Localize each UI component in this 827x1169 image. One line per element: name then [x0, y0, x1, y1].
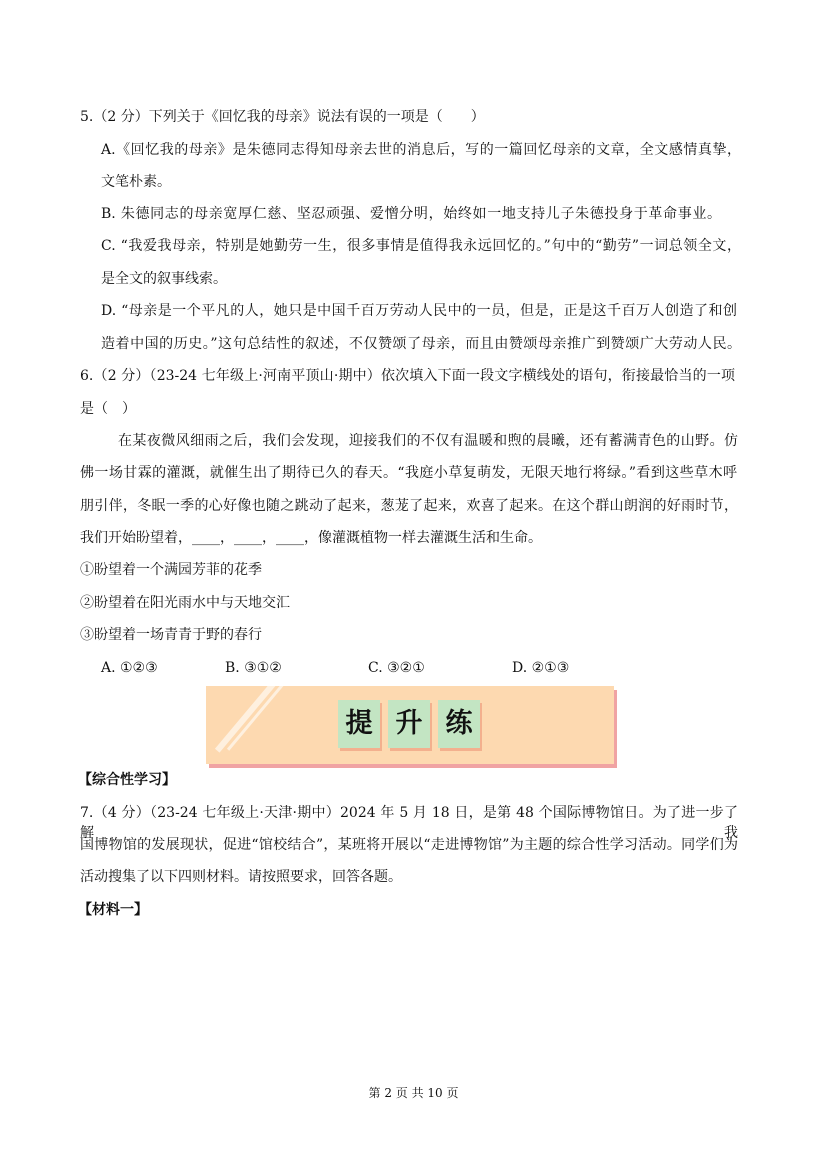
q6-sentence-3: ③盼望着一场青青于野的春行	[80, 627, 262, 643]
q6-sentence-2: ②盼望着在阳光雨水中与天地交汇	[80, 595, 290, 611]
q5-option-a-cont: 文笔朴素。	[101, 174, 171, 190]
q6-option-a: A. ①②③	[101, 660, 158, 676]
q6-option-b: B. ③①②	[225, 660, 282, 676]
q6-passage-line: 在某夜微风细雨之后，我们会发现，迎接我们的不仅有温暖和煦的晨曦，还有蓄满青色的山野。仿	[118, 433, 738, 449]
q7-stem: 7.（4 分）（23-24 七年级上·天津·期中）2024 年 5 月 18 日，是第 48 个国际博物馆日。为了进一步了解我	[80, 805, 738, 841]
q5-option-d: D. “母亲是一个平凡的人，她只是中国千百万劳动人民中的一员，但是，正是这千百万人创造了和创	[101, 303, 737, 319]
q5-option-c: C. “我爱我母亲，特别是她勤劳一生，很多事情是值得我永远回忆的。”句中的“勤劳”一词总领全文，	[101, 238, 741, 254]
q6-sentence-1: ①盼望着一个满园芳菲的花季	[80, 562, 262, 578]
q5-stem: 5.（2 分）下列关于《回忆我的母亲》说法有误的一项是（ ）	[80, 109, 485, 125]
q6-option-d: D. ②①③	[512, 660, 570, 676]
page-footer: 第 2 页 共 10 页	[368, 1086, 459, 1100]
section-banner	[206, 686, 614, 764]
q6-option-c: C. ③②①	[368, 660, 425, 676]
banner-gloss	[227, 676, 290, 751]
banner-gloss	[215, 676, 281, 753]
q6-stem: 6.（2 分）（23-24 七年级上·河南平顶山·期中）依次填入下面一段文字横线处的语句，衔接最恰当的一项	[80, 368, 735, 384]
section-heading: 【综合性学习】	[78, 772, 176, 788]
q6-stem-cont: 是（ ）	[80, 401, 136, 417]
q5-option-a: A.《回忆我的母亲》是朱德同志得知母亲去世的消息后，写的一篇回忆母亲的文章，全文感情真挚，	[101, 142, 741, 158]
banner-char: 提	[338, 700, 380, 748]
banner-char: 练	[438, 700, 480, 748]
q7-stem-cont: 国博物馆的发展现状，促进“馆校结合”，某班将开展以“走进博物馆”为主题的综合性学习活动。同学们为	[80, 837, 738, 853]
q5-option-b: B. 朱德同志的母亲宽厚仁慈、坚忍顽强、爱憎分明，始终如一地支持儿子朱德投身于革命事业。	[101, 206, 721, 222]
q6-passage-line: 朋引伴，冬眠一季的心好像也随之跳动了起来，葱茏了起来，欢喜了起来。在这个群山朗润的好雨时节，	[80, 498, 738, 514]
q5-option-d-cont: 造着中国的历史。”这句总结性的叙述，不仅赞颂了母亲，而且由赞颂母亲推广到赞颂广大劳动人民。	[101, 336, 741, 352]
banner-char: 升	[388, 700, 430, 748]
q7-stem-cont: 活动搜集了以下四则材料。请按照要求，回答各题。	[80, 869, 402, 885]
q5-option-c-cont: 是全文的叙事线索。	[101, 271, 227, 287]
q6-passage-line: 我们开始盼望着，____，____，____，像灌溉植物一样去灌溉生活和生命。	[80, 530, 542, 546]
material-heading: 【材料一】	[78, 902, 148, 918]
q6-passage-line: 佛一场甘霖的灌溉，就催生出了期待已久的春天。“我庭小草复萌发，无限天地行将绿。”看到这些草木呼	[80, 465, 737, 481]
